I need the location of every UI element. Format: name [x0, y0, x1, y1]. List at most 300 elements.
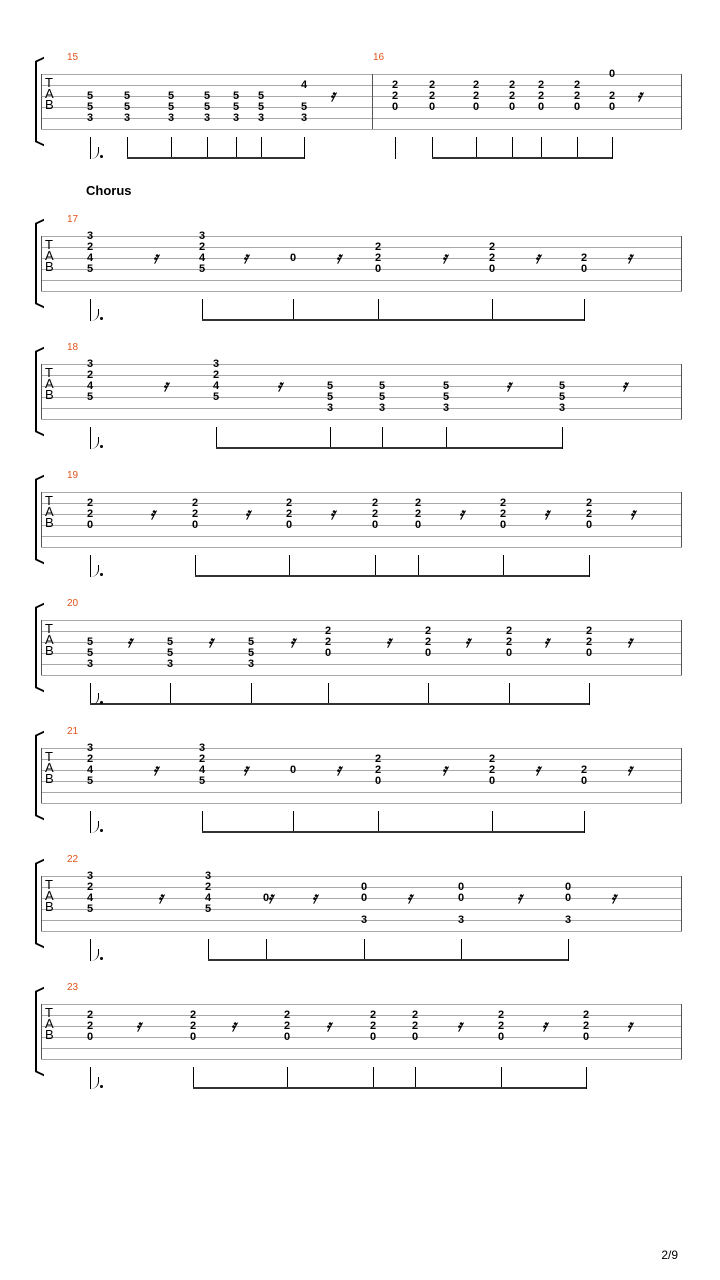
fret-number: 3 — [442, 402, 450, 414]
sixteenth-rest-icon: 𝄿 — [243, 248, 248, 267]
fret-number: 2 — [608, 90, 616, 102]
barline — [681, 74, 682, 129]
fret-number: 5 — [232, 101, 240, 113]
note-stem — [589, 683, 590, 705]
fret-number: 0 — [360, 892, 368, 904]
note-stem — [378, 299, 379, 321]
fret-number: 0 — [505, 647, 513, 659]
fret-number: 5 — [86, 90, 94, 102]
sixteenth-rest-icon: 𝄿 — [611, 888, 616, 907]
fret-number: 2 — [198, 241, 206, 253]
fret-number: 0 — [411, 1031, 419, 1043]
tab-clef-letter: A — [45, 86, 54, 101]
barline — [681, 492, 682, 547]
fret-number: 5 — [86, 647, 94, 659]
fret-number: 5 — [232, 90, 240, 102]
sixteenth-rest-icon: 𝄿 — [544, 632, 549, 651]
staff-line — [41, 876, 682, 877]
note-beam — [541, 157, 577, 159]
staff-line — [41, 364, 682, 365]
note-stem — [492, 299, 493, 321]
fret-number: 2 — [428, 79, 436, 91]
sixteenth-rest-icon: 𝄿 — [544, 504, 549, 523]
note-stem — [428, 683, 429, 705]
fret-number: 4 — [198, 252, 206, 264]
tab-clef-letter: B — [45, 771, 54, 786]
note-stem — [589, 555, 590, 577]
sixteenth-rest-icon: 𝄿 — [150, 504, 155, 523]
fret-number: 5 — [558, 391, 566, 403]
fret-number: 4 — [86, 892, 94, 904]
sixteenth-rest-icon: 𝄿 — [459, 504, 464, 523]
fret-number: 2 — [488, 764, 496, 776]
note-stem — [287, 1067, 288, 1089]
note-beam — [476, 157, 512, 159]
tab-clef-letter: A — [45, 248, 54, 263]
tab-clef-letter: T — [45, 621, 53, 636]
tab-clef-letter: A — [45, 888, 54, 903]
fret-number: 5 — [326, 391, 334, 403]
note-stem — [207, 137, 208, 159]
fret-number: 5 — [257, 90, 265, 102]
tab-clef-letter: T — [45, 749, 53, 764]
augmentation-dot — [100, 155, 103, 158]
note-stem — [492, 811, 493, 833]
sixteenth-rest-icon: 𝄿 — [127, 632, 132, 651]
staff-line — [41, 386, 682, 387]
note-stem — [612, 137, 613, 159]
barline — [41, 876, 42, 931]
sixteenth-rest-icon: 𝄿 — [268, 888, 273, 907]
fret-number: 0 — [457, 892, 465, 904]
barline — [41, 620, 42, 675]
note-stem — [171, 137, 172, 159]
note-stem — [261, 137, 262, 159]
fret-number: 2 — [86, 241, 94, 253]
measure-number: 19 — [67, 470, 79, 481]
staff-line — [41, 1004, 682, 1005]
note-stem — [418, 555, 419, 577]
note-stem — [195, 555, 196, 577]
fret-number: 3 — [457, 914, 465, 926]
measure-number: 17 — [67, 214, 79, 225]
fret-number: 5 — [442, 380, 450, 392]
barline — [41, 364, 42, 419]
note-stem — [373, 1067, 374, 1089]
measure-number: 20 — [67, 598, 79, 609]
sixteenth-rest-icon: 𝄿 — [442, 760, 447, 779]
tab-clef-letter: B — [45, 1027, 54, 1042]
fret-number: 2 — [324, 625, 332, 637]
fret-number: 5 — [204, 903, 212, 915]
staff-line — [41, 74, 682, 75]
fret-number: 2 — [573, 79, 581, 91]
note-beam — [251, 703, 328, 705]
note-beam — [492, 319, 584, 321]
note-stem — [236, 137, 237, 159]
note-stem — [330, 427, 331, 449]
staff-line — [41, 931, 682, 932]
sixteenth-rest-icon: 𝄿 — [330, 504, 335, 523]
note-stem — [170, 683, 171, 705]
note-stem — [293, 811, 294, 833]
note-beam — [287, 1087, 373, 1089]
note-beam — [415, 1087, 501, 1089]
sixteenth-rest-icon: 𝄿 — [627, 632, 632, 651]
fret-number: 0 — [608, 68, 616, 80]
tab-clef-letter: A — [45, 504, 54, 519]
barline — [681, 1004, 682, 1059]
note-beam — [236, 157, 261, 159]
note-beam — [328, 703, 428, 705]
fret-number: 0 — [488, 263, 496, 275]
fret-number: 5 — [123, 101, 131, 113]
note-stem — [415, 1067, 416, 1089]
fret-number: 0 — [537, 101, 545, 113]
fret-number: 2 — [212, 369, 220, 381]
fret-number: 2 — [285, 497, 293, 509]
sixteenth-rest-icon: 𝄿 — [158, 888, 163, 907]
staff-line — [41, 675, 682, 676]
note-stem — [562, 427, 563, 449]
sixteenth-rest-icon: 𝄿 — [336, 760, 341, 779]
fret-number: 4 — [212, 380, 220, 392]
fret-number: 2 — [204, 881, 212, 893]
fret-number: 2 — [537, 90, 545, 102]
fret-number: 5 — [257, 101, 265, 113]
fret-number: 2 — [414, 497, 422, 509]
fret-number: 3 — [564, 914, 572, 926]
note-beam — [127, 157, 171, 159]
staff-line — [41, 792, 682, 793]
tab-clef-letter: A — [45, 632, 54, 647]
sixteenth-rest-icon: 𝄿 — [622, 376, 627, 395]
fret-number: 0 — [86, 519, 94, 531]
note-stem — [503, 555, 504, 577]
fret-number: 2 — [374, 241, 382, 253]
augmentation-dot — [100, 445, 103, 448]
note-stem — [289, 555, 290, 577]
note-beam — [202, 319, 293, 321]
fret-number: 2 — [505, 625, 513, 637]
staff-line — [41, 107, 682, 108]
fret-number: 0 — [580, 775, 588, 787]
fret-number: 2 — [428, 90, 436, 102]
note-stem — [251, 683, 252, 705]
fret-number: 0 — [189, 1031, 197, 1043]
staff-line — [41, 536, 682, 537]
note-stem — [432, 137, 433, 159]
sixteenth-rest-icon: 𝄿 — [330, 86, 335, 105]
staff-line — [41, 247, 682, 248]
note-beam — [378, 831, 492, 833]
fret-number: 3 — [378, 402, 386, 414]
sixteenth-rest-icon: 𝄿 — [627, 248, 632, 267]
fret-number: 3 — [167, 112, 175, 124]
fret-number: 3 — [86, 742, 94, 754]
note-stem — [395, 137, 396, 159]
note-stem — [541, 137, 542, 159]
sixteenth-rest-icon: 𝄿 — [243, 760, 248, 779]
fret-number: 2 — [86, 369, 94, 381]
staff-line — [41, 280, 682, 281]
staff-line — [41, 620, 682, 621]
fret-number: 5 — [123, 90, 131, 102]
fret-number: 2 — [369, 1020, 377, 1032]
note-stem — [577, 137, 578, 159]
fret-number: 0 — [391, 101, 399, 113]
note-flag — [90, 437, 99, 449]
barline — [41, 748, 42, 803]
fret-number: 3 — [247, 658, 255, 670]
fret-number: 5 — [442, 391, 450, 403]
fret-number: 0 — [497, 1031, 505, 1043]
staff-line — [41, 129, 682, 130]
sixteenth-rest-icon: 𝄿 — [542, 1016, 547, 1035]
augmentation-dot — [100, 573, 103, 576]
fret-number: 2 — [573, 90, 581, 102]
fret-number: 2 — [374, 252, 382, 264]
fret-number: 0 — [457, 881, 465, 893]
fret-number: 5 — [86, 391, 94, 403]
note-stem — [328, 683, 329, 705]
fret-number: 3 — [204, 870, 212, 882]
sixteenth-rest-icon: 𝄿 — [136, 1016, 141, 1035]
fret-number: 2 — [285, 508, 293, 520]
augmentation-dot — [100, 701, 103, 704]
fret-number: 5 — [86, 263, 94, 275]
note-flag — [90, 949, 99, 961]
fret-number: 5 — [326, 380, 334, 392]
sixteenth-rest-icon: 𝄿 — [153, 248, 158, 267]
fret-number: 5 — [198, 775, 206, 787]
note-flag — [90, 1077, 99, 1089]
barline — [372, 74, 373, 129]
fret-number: 2 — [283, 1020, 291, 1032]
staff-line — [41, 375, 682, 376]
tab-clef-letter: B — [45, 899, 54, 914]
sixteenth-rest-icon: 𝄿 — [637, 86, 642, 105]
barline — [681, 364, 682, 419]
staff-line — [41, 748, 682, 749]
sixteenth-rest-icon: 𝄿 — [506, 376, 511, 395]
fret-number: 5 — [558, 380, 566, 392]
fret-number: 3 — [86, 358, 94, 370]
fret-number: 2 — [580, 764, 588, 776]
staff-line — [41, 759, 682, 760]
note-flag — [90, 147, 99, 159]
note-stem — [446, 427, 447, 449]
fret-number: 0 — [580, 263, 588, 275]
note-flag — [90, 309, 99, 321]
barline — [681, 748, 682, 803]
fret-number: 2 — [499, 508, 507, 520]
note-stem — [501, 1067, 502, 1089]
note-beam — [432, 157, 476, 159]
fret-number: 0 — [424, 647, 432, 659]
fret-number: 5 — [203, 101, 211, 113]
staff-line — [41, 419, 682, 420]
note-stem — [202, 811, 203, 833]
barline — [41, 1004, 42, 1059]
fret-number: 2 — [86, 508, 94, 520]
fret-number: 0 — [608, 101, 616, 113]
note-beam — [293, 831, 378, 833]
fret-number: 0 — [582, 1031, 590, 1043]
sixteenth-rest-icon: 𝄿 — [630, 504, 635, 523]
fret-number: 0 — [86, 1031, 94, 1043]
staff-line — [41, 803, 682, 804]
fret-number: 2 — [86, 497, 94, 509]
fret-number: 0 — [564, 892, 572, 904]
tab-clef-letter: B — [45, 643, 54, 658]
staff-line — [41, 85, 682, 86]
tab-clef-letter: A — [45, 1016, 54, 1031]
barline — [41, 492, 42, 547]
fret-number: 2 — [497, 1020, 505, 1032]
measure-number: 18 — [67, 342, 79, 353]
augmentation-dot — [100, 957, 103, 960]
note-stem — [216, 427, 217, 449]
staff-line — [41, 291, 682, 292]
measure-number: 21 — [67, 726, 79, 737]
note-beam — [289, 575, 375, 577]
fret-number: 2 — [86, 1020, 94, 1032]
sixteenth-rest-icon: 𝄿 — [326, 1016, 331, 1035]
fret-number: 3 — [300, 112, 308, 124]
fret-number: 2 — [86, 881, 94, 893]
note-beam — [171, 157, 207, 159]
fret-number: 2 — [411, 1020, 419, 1032]
note-stem — [364, 939, 365, 961]
fret-number: 2 — [86, 1009, 94, 1021]
fret-number: 2 — [537, 79, 545, 91]
measure-number: 15 — [67, 52, 79, 63]
fret-number: 5 — [86, 636, 94, 648]
fret-number: 0 — [564, 881, 572, 893]
fret-number: 5 — [86, 775, 94, 787]
fret-number: 0 — [191, 519, 199, 531]
staff-line — [41, 118, 682, 119]
tab-clef-letter: T — [45, 237, 53, 252]
note-beam — [330, 447, 382, 449]
note-stem — [586, 1067, 587, 1089]
barline — [41, 236, 42, 291]
staff-line — [41, 96, 682, 97]
sixteenth-rest-icon: 𝄿 — [627, 760, 632, 779]
fret-number: 5 — [86, 903, 94, 915]
sixteenth-rest-icon: 𝄿 — [336, 248, 341, 267]
fret-number: 0 — [585, 519, 593, 531]
fret-number: 4 — [86, 252, 94, 264]
augmentation-dot — [100, 317, 103, 320]
fret-number: 2 — [374, 753, 382, 765]
tab-clef-letter: A — [45, 760, 54, 775]
note-stem — [375, 555, 376, 577]
augmentation-dot — [100, 829, 103, 832]
tab-clef-letter: A — [45, 376, 54, 391]
tab-clef-letter: T — [45, 877, 53, 892]
note-beam — [382, 447, 446, 449]
fret-number: 2 — [472, 79, 480, 91]
note-beam — [375, 575, 418, 577]
sixteenth-rest-icon: 𝄿 — [407, 888, 412, 907]
staff-line — [41, 664, 682, 665]
fret-number: 3 — [86, 658, 94, 670]
tab-clef-letter: B — [45, 97, 54, 112]
measure-number: 23 — [67, 982, 79, 993]
fret-number: 2 — [585, 508, 593, 520]
sixteenth-rest-icon: 𝄿 — [163, 376, 168, 395]
fret-number: 0 — [488, 775, 496, 787]
fret-number: 2 — [371, 508, 379, 520]
fret-number: 2 — [580, 252, 588, 264]
note-beam — [461, 959, 568, 961]
note-stem — [461, 939, 462, 961]
fret-number: 5 — [247, 636, 255, 648]
note-flag — [90, 565, 99, 577]
sixteenth-rest-icon: 𝄿 — [312, 888, 317, 907]
fret-number: 3 — [198, 230, 206, 242]
fret-number: 4 — [86, 764, 94, 776]
fret-number: 3 — [326, 402, 334, 414]
fret-number: 0 — [472, 101, 480, 113]
tab-clef-letter: T — [45, 365, 53, 380]
note-stem — [293, 299, 294, 321]
note-beam — [261, 157, 304, 159]
sixteenth-rest-icon: 𝄿 — [457, 1016, 462, 1035]
sixteenth-rest-icon: 𝄿 — [153, 760, 158, 779]
sixteenth-rest-icon: 𝄿 — [535, 760, 540, 779]
barline — [681, 620, 682, 675]
sixteenth-rest-icon: 𝄿 — [627, 1016, 632, 1035]
staff-line — [41, 547, 682, 548]
note-beam — [193, 1087, 287, 1089]
note-stem — [208, 939, 209, 961]
tab-clef-letter: T — [45, 75, 53, 90]
note-beam — [501, 1087, 586, 1089]
fret-number: 2 — [189, 1009, 197, 1021]
tab-clef-letter: B — [45, 515, 54, 530]
fret-number: 2 — [582, 1020, 590, 1032]
note-beam — [428, 703, 509, 705]
fret-number: 0 — [262, 892, 270, 904]
note-beam — [492, 831, 584, 833]
note-stem — [378, 811, 379, 833]
staff-line — [41, 236, 682, 237]
sixteenth-rest-icon: 𝄿 — [517, 888, 522, 907]
sixteenth-rest-icon: 𝄿 — [386, 632, 391, 651]
fret-number: 2 — [198, 753, 206, 765]
barline — [681, 236, 682, 291]
note-stem — [127, 137, 128, 159]
sixteenth-rest-icon: 𝄿 — [277, 376, 282, 395]
fret-number: 2 — [283, 1009, 291, 1021]
fret-number: 3 — [360, 914, 368, 926]
note-beam — [208, 959, 266, 961]
sixteenth-rest-icon: 𝄿 — [535, 248, 540, 267]
note-stem — [382, 427, 383, 449]
fret-number: 0 — [371, 519, 379, 531]
note-beam — [577, 157, 612, 159]
fret-number: 3 — [86, 112, 94, 124]
fret-number: 2 — [191, 497, 199, 509]
fret-number: 2 — [585, 625, 593, 637]
page-number: 2/9 — [661, 1248, 678, 1262]
fret-number: 4 — [300, 79, 308, 91]
fret-number: 5 — [166, 647, 174, 659]
note-beam — [378, 319, 492, 321]
